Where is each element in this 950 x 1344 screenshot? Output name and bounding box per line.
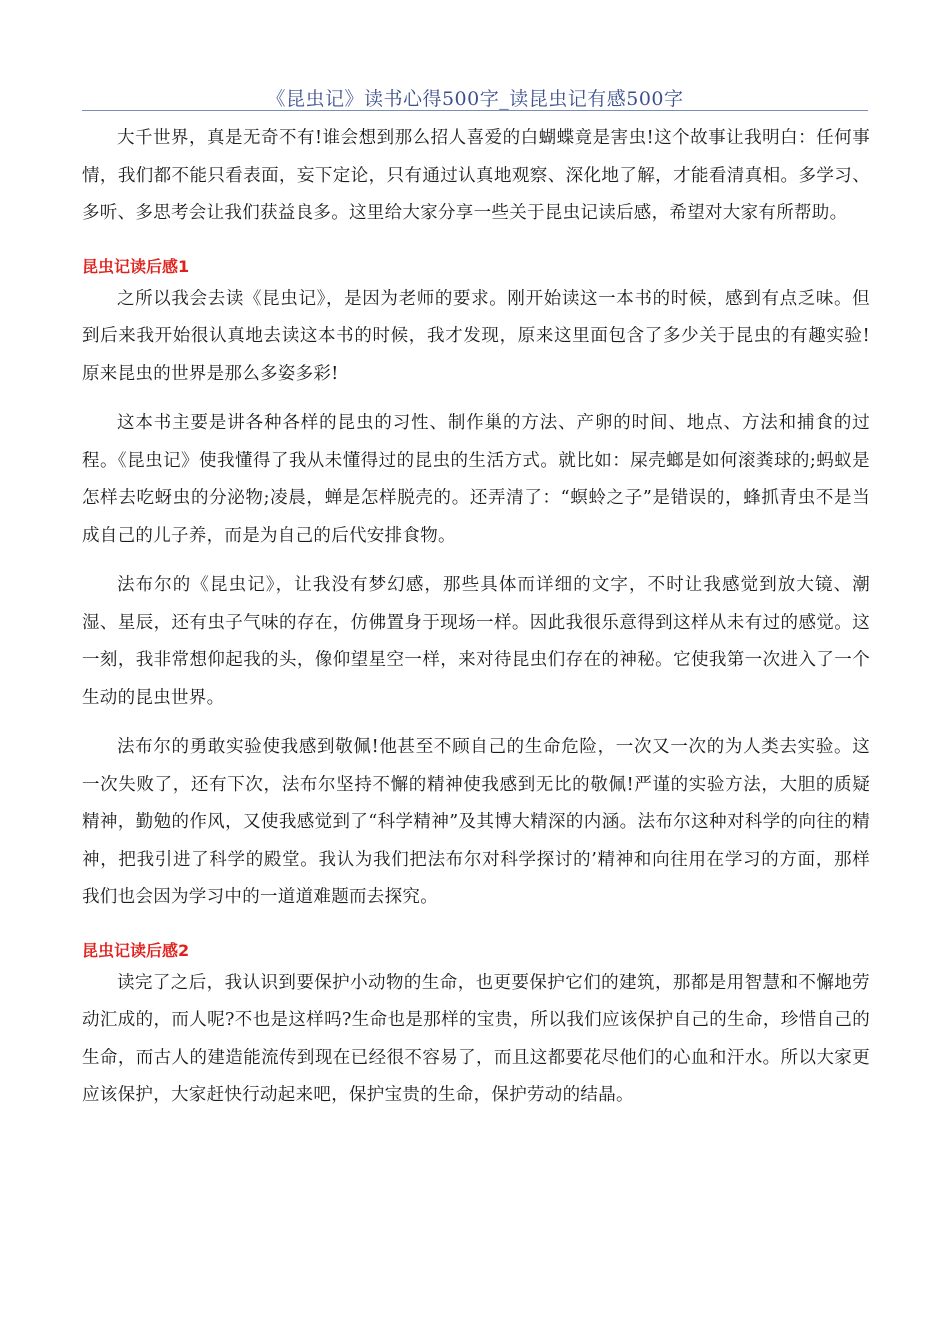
section-heading-1: 昆虫记读后感1	[82, 256, 190, 276]
section-1-paragraph-2: 这本书主要是讲各种各样的昆虫的习性、制作巢的方法、产卵的时间、地点、方法和捕食的过程。《昆虫记》使我懂得了我从未懂得过的昆虫的生活方式。就比如：屎壳螂是如何滚粪球的;蚂蚁是怎样去吃蚜虫的分泌物;凌晨，蝉是怎样脱壳的。还弄清了：“螟蛉之子”是错误的，蜂抓青虫不是当成自己的儿子养，而是为自己的后代安排食物。	[82, 413, 870, 546]
page-header	[82, 80, 868, 111]
section-heading-2: 昆虫记读后感2	[82, 940, 190, 960]
section-1-paragraph-1: 之所以我会去读《昆虫记》，是因为老师的要求。刚开始读这一本书的时候，感到有点乏味。但到后来我开始很认真地去读这本书的时候，我才发现，原来这里面包含了多少关于昆虫的有趣实验!原来昆虫的世界是那么多姿多彩!	[82, 288, 870, 384]
intro-paragraph: 大千世界，真是无奇不有!谁会想到那么招人喜爱的白蝴蝶竟是害虫!这个故事让我明白：任何事情，我们都不能只看表面，妄下定论，只有通过认真地观察、深化地了解，才能看清真相。多学习、多听、多思考会让我们获益良多。这里给大家分享一些关于昆虫记读后感，希望对大家有所帮助。	[82, 128, 870, 223]
section-2-paragraph-1: 读完了之后，我认识到要保护小动物的生命，也更要保护它们的建筑，那都是用智慧和不懈地劳动汇成的，而人呢?不也是这样吗?生命也是那样的宝贵，所以我们应该保护自己的生命，珍惜自己的生命，而古人的建造能流传到现在已经很不容易了，而且这都要花尽他们的心血和汗水。所以大家更应该保护，大家赶快行动起来吧，保护宝贵的生命，保护劳动的结晶。	[82, 972, 870, 1105]
document-body	[82, 120, 870, 1115]
section-1-paragraph-3: 法布尔的《昆虫记》，让我没有梦幻感，那些具体而详细的文字，不时让我感觉到放大镜、潮湿、星辰，还有虫子气味的存在，仿佛置身于现场一样。因此我很乐意得到这样从未有过的感觉。这一刻，我非常想仰起我的头，像仰望星空一样，来对待昆虫们存在的神秘。它使我第一次进入了一个生动的昆虫世界。	[82, 575, 870, 708]
section-1-paragraph-4: 法布尔的勇敢实验使我感到敬佩!他甚至不顾自己的生命危险，一次又一次的为人类去实验。这一次失败了，还有下次，法布尔坚持不懈的精神使我感到无比的敬佩!严谨的实验方法，大胆的质疑精神，勤勉的作风，又使我感觉到了“科学精神”及其博大精深的内涵。法布尔这种对科学的向往的精神，把我引进了科学的殿堂。我认为我们把法布尔对科学探讨的’精神和向往用在学习的方面，那样我们也会因为学习中的一道道难题而去探究。	[82, 737, 870, 907]
document-title: 《昆虫记》读书心得500字_读昆虫记有感500字	[266, 88, 684, 110]
